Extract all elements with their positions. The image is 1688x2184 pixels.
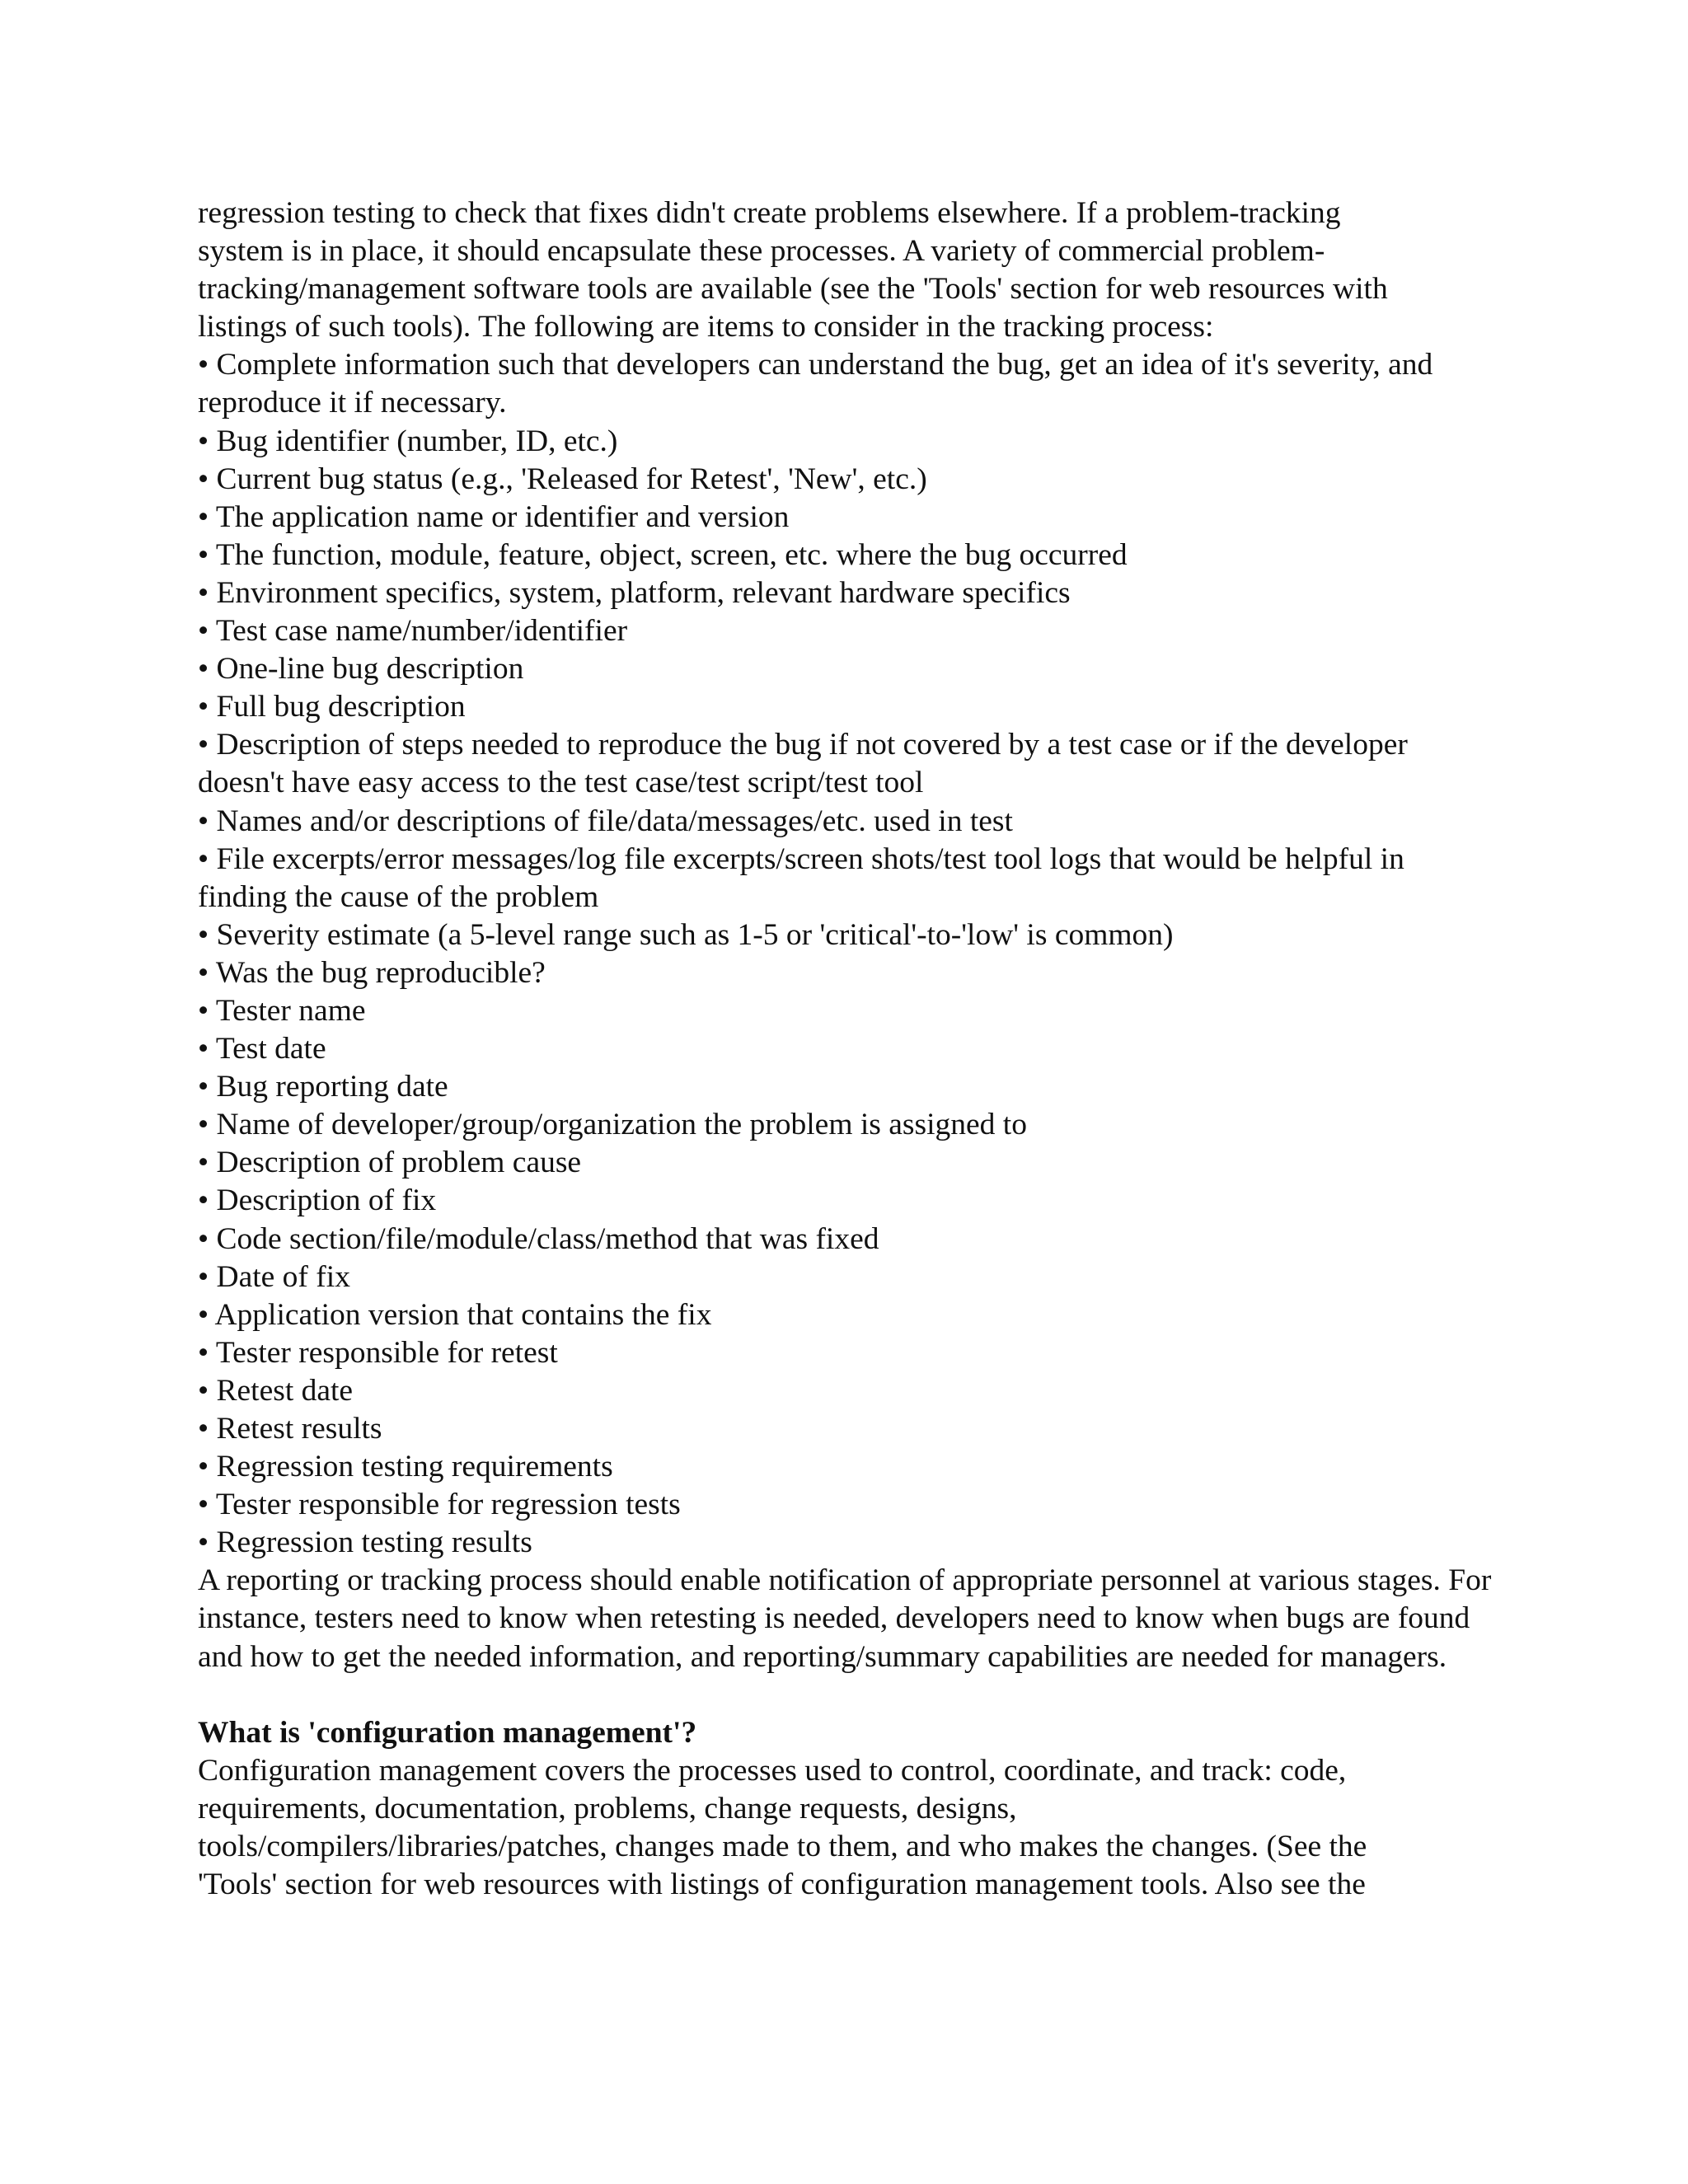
intro-line: tracking/management software tools are available (see the 'Tools' section for web resources with [198,272,1388,307]
bullet-icon: • [198,728,209,762]
list-item [198,916,1500,954]
config-line: 'Tools' section for web resources with listings of configuration management tools. Also see the [198,1868,1366,1902]
list-item [198,423,1500,461]
list-item [198,574,1500,612]
list-item-text: Tester name [215,993,366,1028]
bullet-icon: • [198,955,209,990]
tracking-items-list [198,346,1500,1562]
bullet-icon: • [198,1526,209,1560]
list-item-text: Date of fix [216,1259,350,1294]
list-item [198,688,1500,726]
section-heading: What is 'configuration management'? [198,1715,697,1750]
list-item-text: Complete information such that developers can understand the bug, get an idea of it's severity, and reproduce it if necessary. [198,348,1433,420]
list-item-text: Full bug description [216,690,466,724]
list-item [198,499,1500,537]
list-item-text: Current bug status (e.g., 'Released for Retest', 'New', etc.) [216,462,927,496]
list-item [198,1486,1500,1524]
list-item-text: Description of steps needed to reproduce the bug if not covered by a test case or if the developer doesn't have easy access to the test case/test script/test tool [198,728,1408,800]
list-item-text: One-line bug description [216,652,524,687]
reporting-paragraph: A reporting or tracking process should enable notification of appropriate personnel at various stages. For instance, testers need to know when retesting is needed, developers need to know when bugs are found and how to get the needed information, and reporting/summary capabilities are needed for managers. [198,1563,1492,1674]
bullet-icon: • [198,537,209,572]
intro-line: regression testing to check that fixes didn't create problems elsewhere. If a problem-tracking [198,196,1341,230]
intro-line: system is in place, it should encapsulate these processes. A variety of commercial problem- [198,234,1325,269]
bullet-icon: • [198,1373,209,1408]
bullet-icon: • [198,1221,209,1256]
intro-line: listings of such tools). The following are items to consider in the tracking process: [198,310,1214,344]
list-item-text: Retest results [216,1412,382,1446]
list-item-text: Test date [215,1032,326,1066]
bullet-icon: • [198,424,209,458]
list-item-text: Environment specifics, system, platform, relevant hardware specifics [216,575,1071,610]
list-item-text: Code section/file/module/class/method that was fixed [216,1221,879,1256]
list-item [198,1182,1500,1220]
list-item-text: Bug reporting date [216,1070,448,1104]
list-item-text: Tester responsible for retest [215,1335,558,1370]
list-item [198,1258,1500,1296]
list-item-text: File excerpts/error messages/log file excerpts/screen shots/test tool logs that would be helpful in finding the cause of the problem [198,841,1404,914]
list-item-text: Description of problem cause [216,1146,582,1180]
bullet-icon: • [198,1450,209,1484]
list-item-text: Tester responsible for regression tests [215,1488,681,1522]
bullet-icon: • [198,1297,209,1332]
list-item [198,1334,1500,1372]
list-item-text: Description of fix [216,1183,437,1218]
bullet-icon: • [198,462,209,496]
list-item [198,612,1500,650]
list-item [198,346,1500,422]
list-item-text: Names and/or descriptions of file/data/messages/etc. used in test [216,804,1013,838]
list-item-text: Application version that contains the fix [214,1297,712,1332]
list-item [198,461,1500,499]
list-item-text: Severity estimate (a 5-level range such as 1-5 or 'critical'-to-'low' is common) [216,917,1174,952]
list-item-text: Was the bug reproducible? [215,955,546,990]
list-item [198,1068,1500,1106]
list-item-text: The function, module, feature, object, screen, etc. where the bug occurred [215,537,1128,572]
list-item [198,1144,1500,1182]
bullet-icon: • [198,348,209,382]
list-item [198,992,1500,1030]
list-item [198,1372,1500,1410]
bullet-icon: • [198,917,209,952]
bullet-icon: • [198,804,209,838]
bullet-icon: • [198,614,209,649]
list-item-text: Bug identifier (number, ID, etc.) [216,424,618,458]
list-item [198,1296,1500,1334]
config-line: requirements, documentation, problems, change requests, designs, [198,1791,1017,1825]
paragraph-spacer [198,1676,1500,1714]
bullet-icon: • [198,575,209,610]
bullet-icon: • [198,499,209,534]
config-paragraph [198,1752,1500,1904]
bullet-icon: • [198,1108,209,1142]
list-item [198,650,1500,688]
list-item-text: Retest date [216,1373,354,1408]
bullet-icon: • [198,1070,209,1104]
document-page [198,194,1500,1904]
list-item [198,954,1500,992]
list-item [198,1524,1500,1562]
list-item [198,726,1500,802]
bullet-icon: • [198,1183,209,1218]
config-line: Configuration management covers the processes used to control, coordinate, and track: code, [198,1753,1347,1788]
list-item [198,537,1500,574]
config-line: tools/compilers/libraries/patches, changes made to them, and who makes the changes. (See the [198,1830,1367,1864]
bullet-icon: • [198,1146,209,1180]
list-item [198,1410,1500,1448]
list-item [198,841,1500,916]
bullet-icon: • [198,652,209,687]
bullet-icon: • [198,1335,209,1370]
list-item [198,1106,1500,1144]
bullet-icon: • [198,1259,209,1294]
bullet-icon: • [198,690,209,724]
list-item [198,1448,1500,1486]
bullet-icon: • [198,1032,209,1066]
list-item [198,1030,1500,1068]
list-item-text: Regression testing results [216,1526,532,1560]
list-item [198,803,1500,841]
list-item-text: Test case name/number/identifier [215,614,628,649]
list-item-text: The application name or identifier and version [215,499,790,534]
bullet-icon: • [198,1412,209,1446]
intro-paragraph [198,194,1500,346]
bullet-icon: • [198,993,209,1028]
list-item-text: Regression testing requirements [216,1450,613,1484]
bullet-icon: • [198,1488,209,1522]
list-item [198,1221,1500,1258]
list-item-text: Name of developer/group/organization the problem is assigned to [216,1108,1027,1142]
bullet-icon: • [198,841,209,876]
